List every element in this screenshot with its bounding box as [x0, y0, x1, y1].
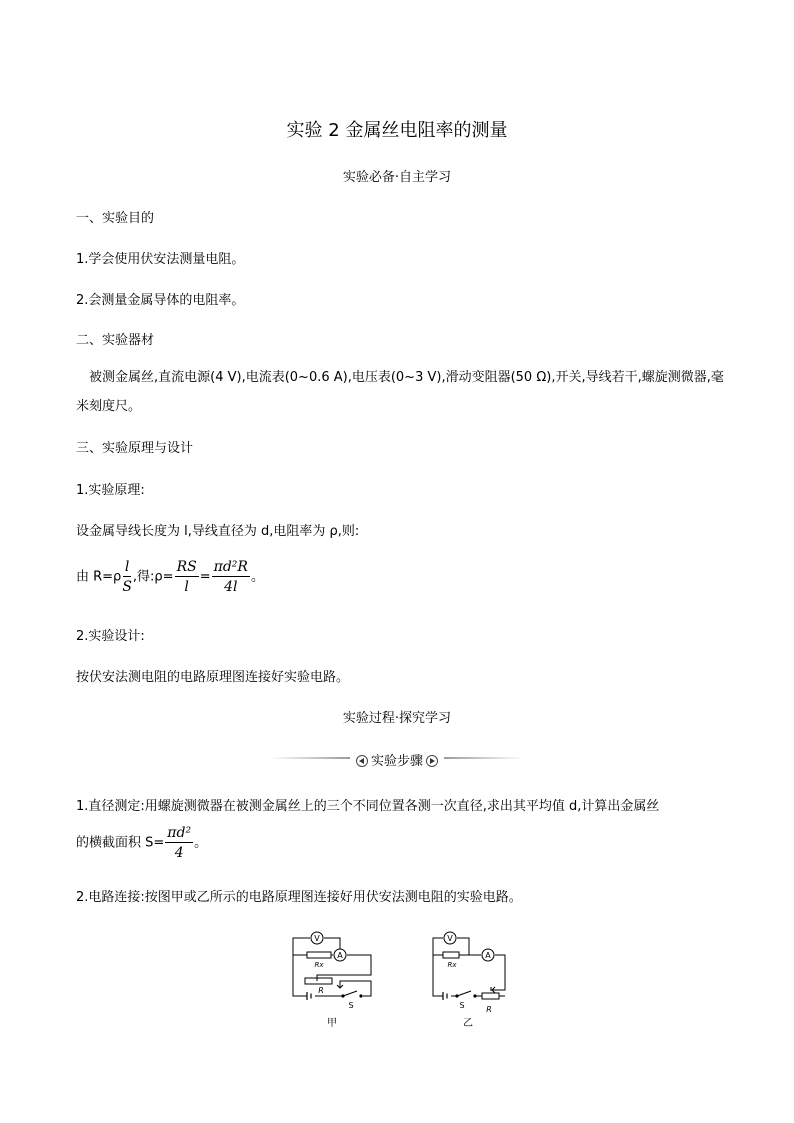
- s-label-a: S: [348, 1001, 354, 1010]
- section-heading-process: 实验过程·探究学习: [342, 711, 452, 726]
- fraction-area: [165, 826, 193, 860]
- fraction-denominator: S: [122, 579, 132, 595]
- formula-suffix: 。: [250, 569, 264, 585]
- fraction-rs-over-l: [175, 560, 199, 594]
- switch-icon: [457, 991, 471, 996]
- arrow-left-icon: [356, 755, 368, 767]
- step-2: 2.电路连接:按图甲或乙所示的电路原理图连接好用伏安法测电阻的实验电路。: [76, 890, 522, 905]
- battery-icon: [443, 992, 447, 1000]
- r-label-b: R: [486, 1005, 492, 1014]
- principle-text: 设金属导线长度为 l,导线直径为 d,电阻率为 ρ,则:: [76, 524, 360, 539]
- step-1-line-1: 1.直径测定:用螺旋测微器在被测金属丝上的三个不同位置各测一次直径,求出其平均值 d,计算出金属丝: [76, 799, 660, 814]
- formula-equals: =: [199, 569, 211, 585]
- resistivity-formula: [76, 560, 264, 594]
- rx-label-b: Rx: [447, 961, 457, 969]
- fraction-denominator: 4: [174, 845, 184, 861]
- switch-icon: [343, 991, 357, 996]
- step-1-line-2: [76, 826, 207, 860]
- banner-divider-right: [444, 757, 524, 759]
- circuit-a: [293, 938, 371, 996]
- fraction-numerator: πd²: [167, 825, 192, 841]
- s-label-b: S: [459, 1001, 465, 1010]
- formula-prefix: 由 R=ρ: [76, 569, 122, 585]
- fraction-denominator: 4l: [224, 579, 238, 595]
- slider-arrow-icon: [492, 987, 503, 993]
- formula-mid: ,得:ρ=: [132, 569, 174, 585]
- fraction-numerator: l: [124, 559, 130, 575]
- goal-1: 1.学会使用伏安法测量电阻。: [76, 252, 245, 267]
- circuit-diagrams: [285, 925, 530, 1035]
- heading-principle: 三、实验原理与设计: [76, 441, 194, 456]
- goal-2: 2.会测量金属导体的电阻率。: [76, 293, 245, 308]
- page-title: 实验 2 金属丝电阻率的测量: [286, 120, 508, 141]
- arrow-right-icon: [426, 755, 438, 767]
- voltmeter-label-b: V: [447, 934, 453, 943]
- heading-equipment: 二、实验器材: [76, 333, 155, 348]
- circuit-label-b: 乙: [463, 1018, 473, 1029]
- banner-label: 实验步骤: [370, 754, 423, 769]
- heading-purpose: 一、实验目的: [76, 211, 155, 226]
- battery-icon: [307, 992, 311, 1000]
- fraction-pid2r-over-4l: [212, 560, 250, 594]
- principle-heading: 1.实验原理:: [76, 483, 145, 498]
- fraction-numerator: RS: [176, 559, 197, 575]
- circuit-label-a: 甲: [327, 1018, 337, 1029]
- banner-divider-left: [270, 757, 350, 759]
- voltmeter-label-a: V: [314, 934, 320, 943]
- fraction-l-over-s: [122, 560, 132, 594]
- banner-title: [350, 750, 444, 769]
- equipment-text: 被测金属丝,直流电源(4 V),电流表(0~0.6 A),电压表(0~3 V),滑动变阻器(50 Ω),开关,导线若干,螺旋测微器,毫米刻度尺。: [76, 370, 724, 414]
- design-heading: 2.实验设计:: [76, 629, 145, 644]
- step-1-suffix: 。: [194, 835, 208, 851]
- steps-banner: [270, 748, 524, 768]
- ammeter-label-a: A: [337, 951, 343, 960]
- section-heading-prep: 实验必备·自主学习: [342, 170, 452, 185]
- r-label-a: R: [318, 986, 324, 995]
- fraction-numerator: πd²R: [213, 559, 248, 575]
- ammeter-label-b: A: [485, 951, 491, 960]
- design-text: 按伏安法测电阻的电路原理图连接好实验电路。: [76, 670, 350, 685]
- fraction-denominator: l: [184, 579, 189, 595]
- step-1-prefix: 的横截面积 S=: [76, 835, 165, 851]
- rx-label-a: Rx: [314, 961, 324, 969]
